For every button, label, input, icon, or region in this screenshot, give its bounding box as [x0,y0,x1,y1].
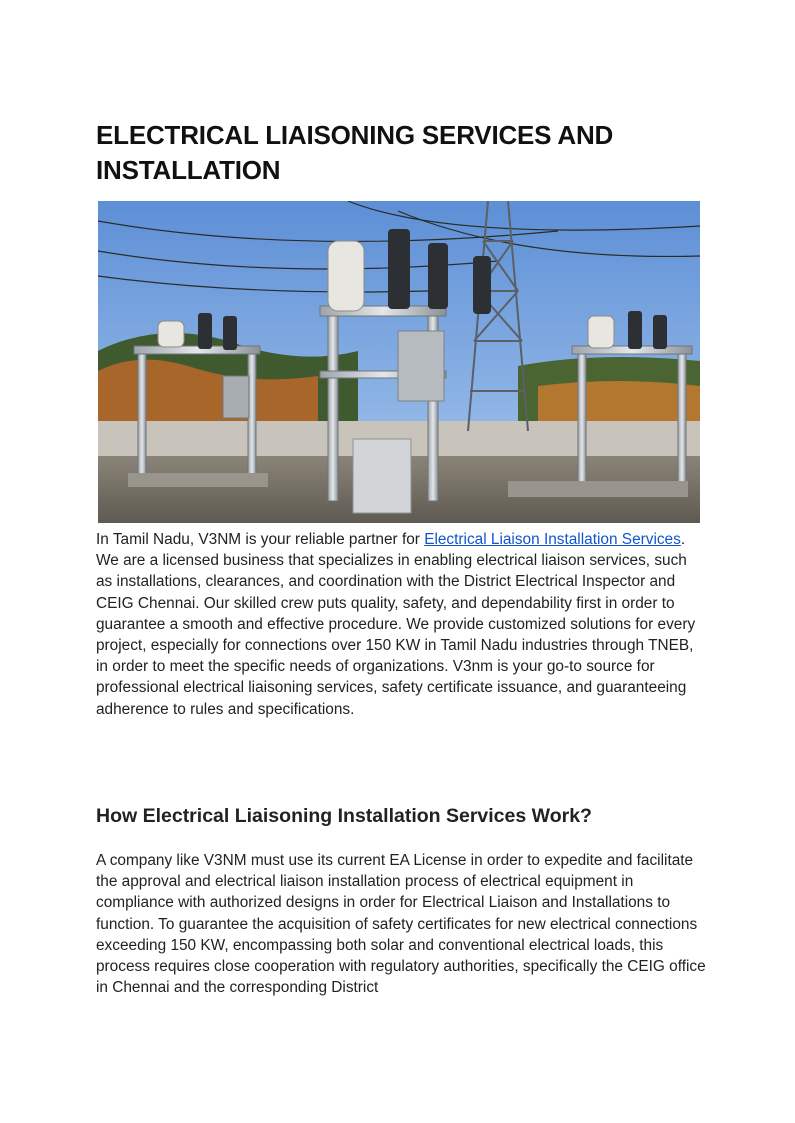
intro-paragraph [96,529,706,720]
section-heading: How Electrical Liaisoning Installation Services Work? [96,805,592,827]
substation-photo [98,201,700,523]
section-paragraph: A company like V3NM must use its current EA License in order to expedite and facilitate the approval and electrical liaison installation process of electrical equipment in compliance with authorized designs in order for Electrical Liaison and Installations to function. To guarantee the acquisition of safety certificates for new electrical connections exceeding 150 KW, encompassing both solar and conventional electrical loads, this process requires close cooperation with regulatory authorities, specifically the CEIG office in Chennai and the corresponding District [96,852,706,997]
electrical-liaison-installation-link[interactable]: Electrical Liaison Installation Services [424,531,681,548]
page-title: ELECTRICAL LIAISONING SERVICES AND INSTALLATION [96,120,614,185]
intro-text-start: In Tamil Nadu, V3NM is your reliable partner for [96,531,425,548]
intro-text-rest: . We are a licensed business that specializes in enabling electrical liaison services, such as installations, clearances, and coordination with the District Electrical Inspector and CEIG Chennai. Our skilled crew puts quality, safety, and dependability first in order to guarantee a smooth and effective procedure. We provide customized solutions for every project, especially for connections over 150 KW in Tamil Nadu industries through TNEB, in order to meet the specific needs of organizations. V3nm is your go-to source for professional electrical liaisoning services, safety certificate issuance, and guaranteeing adherence to rules and specifications. [96,531,696,718]
